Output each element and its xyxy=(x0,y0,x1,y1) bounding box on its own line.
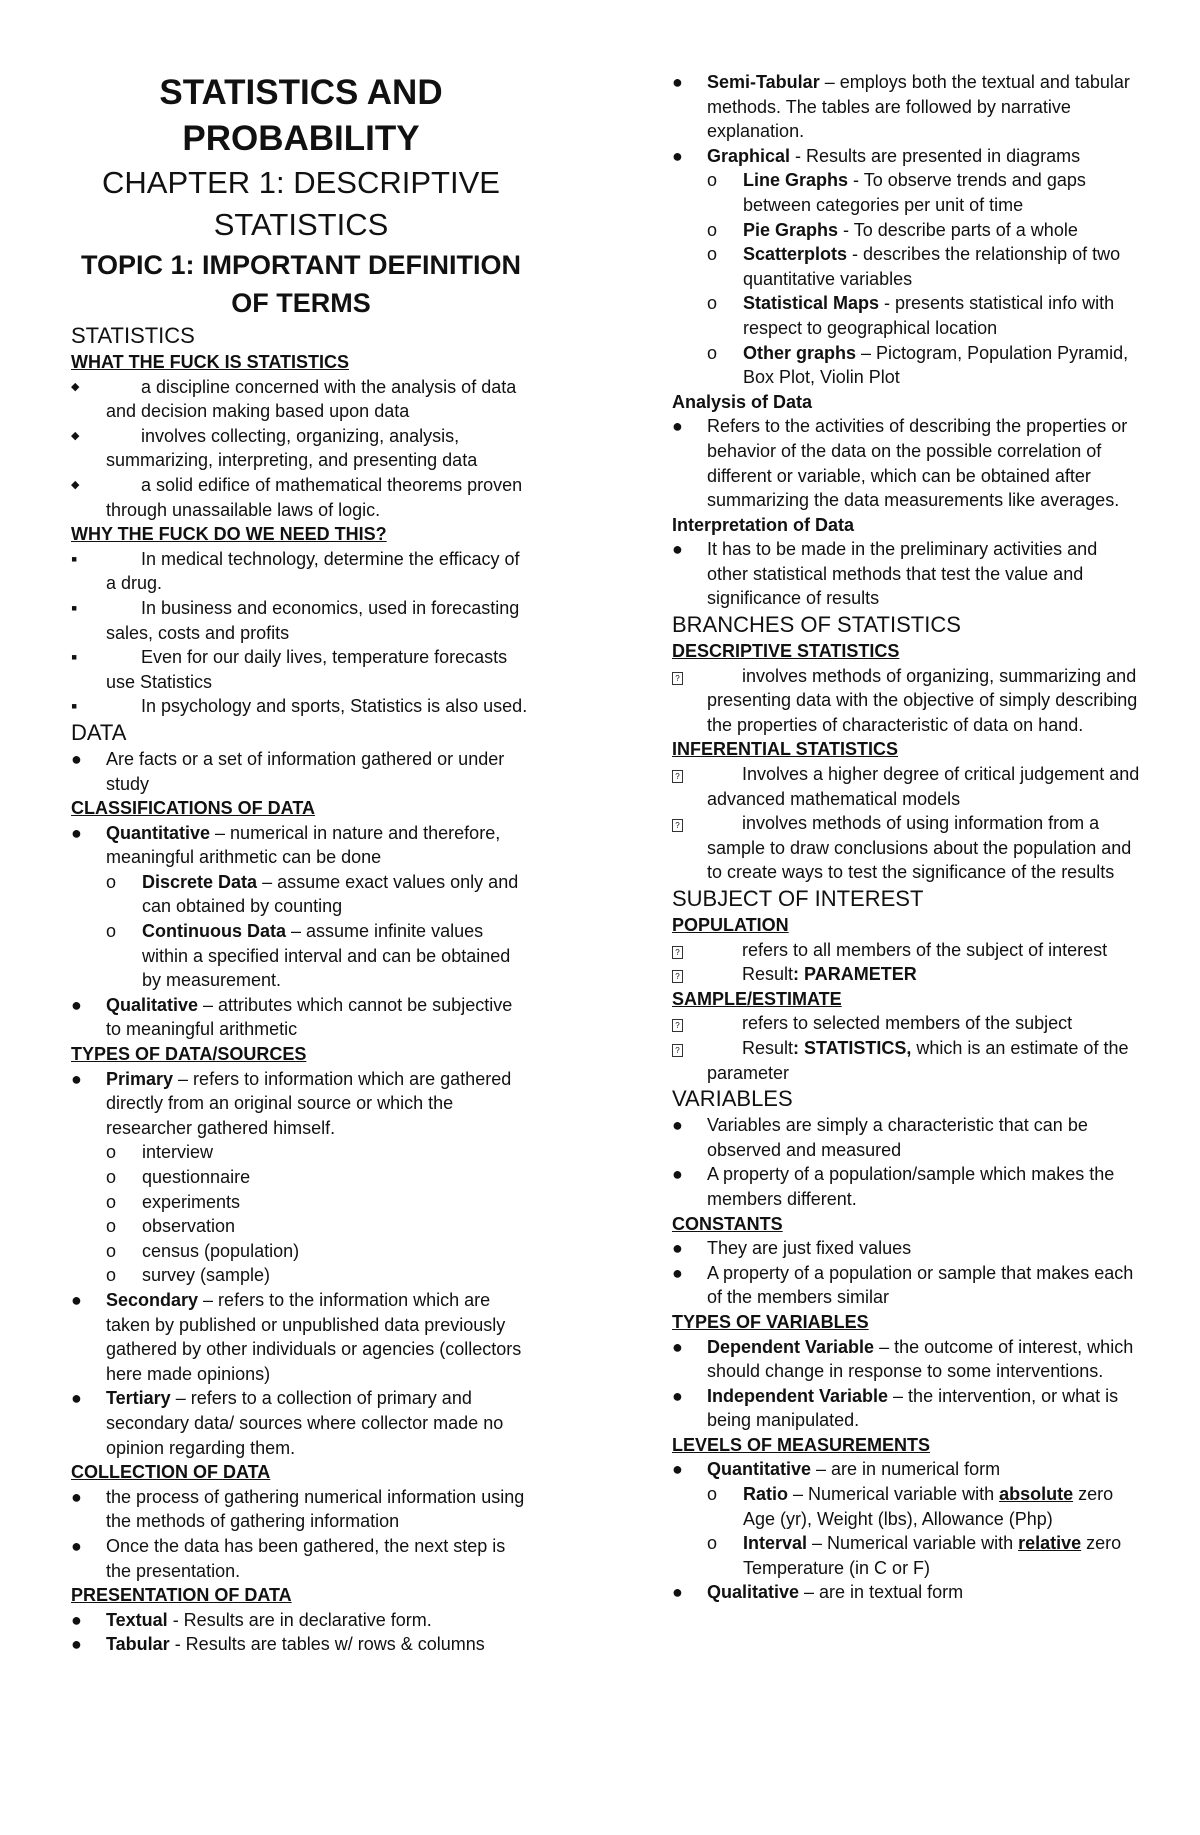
list-item: ? involves methods of organizing, summarizing and presenting data with the objective of simply describing the properties of characteristic of data on hand. xyxy=(672,664,1142,738)
list-item: ? involves methods of using information from a sample to draw conclusions about the population and to create ways to test the significance of the results xyxy=(672,811,1142,885)
levels-sublist xyxy=(707,1482,1142,1580)
variables-heading: VARIABLES xyxy=(672,1086,793,1112)
diamond-bullet-icon: ◆ xyxy=(71,380,80,393)
classifications-heading: CLASSIFICATIONS OF DATA xyxy=(71,798,315,819)
data-heading: DATA xyxy=(71,719,127,745)
descriptive-list xyxy=(672,664,1142,738)
box-bullet-icon: ? xyxy=(672,962,707,987)
bullet-icon: ▪ xyxy=(71,548,78,569)
qualitative-level-list xyxy=(672,1580,1142,1605)
bullet-icon: ▪ xyxy=(71,696,78,717)
list-item: ● Once the data has been gathered, the next step is the presentation. xyxy=(71,1535,506,1581)
types-of-variables-list xyxy=(672,1335,1142,1433)
list-item: o Scatterplots - describes the relationship of two quantitative variables xyxy=(707,244,1121,289)
diamond-bullet-icon: ◆ xyxy=(71,429,80,442)
constants-heading: CONSTANTS xyxy=(672,1213,783,1234)
list-item: o Interval – Numerical variable with relative zero Temperature (in C or F) xyxy=(707,1533,1122,1578)
list-item: ● Qualitative – attributes which cannot be subjective to meaningful arithmetic xyxy=(71,994,513,1040)
left-column xyxy=(71,70,531,1657)
list-item: ▪ In business and economics, used in forecasting sales, costs and profits xyxy=(71,597,520,643)
what-is-statistics-heading: WHAT THE FUCK IS STATISTICS xyxy=(71,352,349,372)
primary-sublist xyxy=(106,1140,531,1288)
list-item: o interview xyxy=(106,1140,531,1165)
types-of-data-list xyxy=(71,1067,531,1141)
graphs-sublist xyxy=(707,168,1142,389)
list-item: ● Textual - Results are in declarative form. xyxy=(71,1608,531,1633)
list-item: ● Primary – refers to information which are gathered directly from an original source or which the researcher gathered himself. xyxy=(71,1068,512,1138)
list-item: ● Variables are simply a characteristic that can be observed and measured xyxy=(672,1115,1088,1160)
bullet-icon: ● xyxy=(71,1486,82,1507)
topic-title: TOPIC 1: IMPORTANT DEFINITION OF TERMS xyxy=(80,250,521,318)
circle-bullet-icon: o xyxy=(106,921,117,942)
list-item: ● Dependent Variable – the outcome of interest, which should change in response to some interventions. xyxy=(672,1336,1134,1382)
list-item: o Continuous Data – assume infinite values within a specified interval and can be obtained by measurement. xyxy=(106,921,511,991)
inferential-list xyxy=(672,762,1142,885)
list-item: ◆ involves collecting, organizing, analysis, summarizing, interpreting, and presenting data xyxy=(71,425,478,471)
list-item: ● Secondary – refers to the information which are taken by published or unpublished data previously gathered by other individuals or agencies (collectors here made opinions) xyxy=(71,1289,522,1384)
circle-bullet-icon: o xyxy=(707,342,718,363)
presentation-list-continued xyxy=(672,70,1142,168)
analysis-heading: Analysis of Data xyxy=(672,391,813,412)
box-bullet-icon: ? xyxy=(672,1036,707,1061)
list-item: ◆ a discipline concerned with the analysis of data and decision making based upon data xyxy=(71,376,517,422)
box-bullet-icon: ? xyxy=(672,664,707,689)
sample-list xyxy=(672,1011,1142,1085)
circle-bullet-icon: o xyxy=(707,293,718,314)
population-heading: POPULATION xyxy=(672,915,789,935)
list-item: ● Quantitative – numerical in nature and therefore, meaningful arithmetic can be done xyxy=(71,822,501,868)
list-item: ? Result: STATISTICS, which is an estimate of the parameter xyxy=(672,1036,1142,1085)
bullet-icon: ● xyxy=(71,1634,82,1655)
inferential-heading: INFERENTIAL STATISTICS xyxy=(672,739,899,760)
bullet-icon: ● xyxy=(71,822,82,843)
bullet-icon: ● xyxy=(71,1609,82,1630)
circle-bullet-icon: o xyxy=(707,1533,718,1554)
list-item: ● A property of a population or sample that makes each of the members similar xyxy=(672,1262,1134,1308)
bullet-icon: ● xyxy=(672,1336,683,1357)
list-item: ● Tabular - Results are tables w/ rows & columns xyxy=(71,1632,531,1657)
circle-bullet-icon: o xyxy=(106,1265,117,1286)
bullet-icon: ● xyxy=(672,1582,683,1603)
bullet-icon: ● xyxy=(71,1289,82,1310)
bullet-icon: ● xyxy=(672,145,683,166)
list-item: ● It has to be made in the preliminary activities and other statistical methods that test the value and significance of results xyxy=(672,539,1098,609)
circle-bullet-icon: o xyxy=(707,244,718,265)
circle-bullet-icon: o xyxy=(106,1191,117,1212)
interpretation-list xyxy=(672,537,1142,611)
bullet-icon: ● xyxy=(71,1388,82,1409)
circle-bullet-icon: o xyxy=(106,1167,117,1187)
variables-list xyxy=(672,1113,1142,1211)
list-item: ● They are just fixed values xyxy=(672,1236,1142,1261)
bullet-icon: ● xyxy=(672,1238,683,1259)
collection-heading: COLLECTION OF DATA xyxy=(71,1462,271,1483)
bullet-icon: ● xyxy=(672,1459,683,1480)
population-list xyxy=(672,938,1142,987)
bullet-icon: ● xyxy=(672,416,683,437)
interpretation-heading: Interpretation of Data xyxy=(672,514,855,535)
branches-heading: BRANCHES OF STATISTICS xyxy=(672,612,961,638)
statistics-heading: STATISTICS xyxy=(71,323,195,348)
classifications-list xyxy=(71,821,531,870)
circle-bullet-icon: o xyxy=(106,1216,117,1237)
list-item: ● Semi-Tabular – employs both the textual and tabular methods. The tables are followed by narrative explanation. xyxy=(672,72,1130,142)
levels-list xyxy=(672,1457,1142,1482)
list-item: ● Graphical - Results are presented in diagrams xyxy=(672,144,1142,169)
bullet-icon: ● xyxy=(71,748,82,769)
bullet-icon: ● xyxy=(71,994,82,1015)
list-item: o Line Graphs - To observe trends and gaps between categories per unit of time xyxy=(707,170,1086,215)
list-item: ? Result: PARAMETER xyxy=(672,962,1142,987)
bullet-icon: ▪ xyxy=(71,597,78,618)
presentation-list xyxy=(71,1608,531,1657)
list-item: ● Refers to the activities of describing the properties or behavior of the data on the possible correlation of different or variable, which can be obtained after summarizing the data measurements like averages. xyxy=(672,416,1128,511)
bullet-icon: ▪ xyxy=(71,647,78,668)
list-item: o survey (sample) xyxy=(106,1263,531,1288)
descriptive-heading: DESCRIPTIVE STATISTICS xyxy=(672,641,900,662)
why-statistics-heading: WHY THE FUCK DO WE NEED THIS? xyxy=(71,524,387,545)
list-item: ? refers to selected members of the subject xyxy=(672,1011,1142,1036)
list-item: o Statistical Maps - presents statistical info with respect to geographical location xyxy=(707,293,1115,338)
box-bullet-icon: ? xyxy=(672,762,707,787)
types-of-data-heading: TYPES OF DATA/SOURCES xyxy=(71,1044,307,1065)
diamond-bullet-icon: ◆ xyxy=(71,478,80,491)
list-item: ▪ In psychology and sports, Statistics is also used. xyxy=(71,694,531,719)
list-item: o Ratio – Numerical variable with absolute zero Age (yr), Weight (lbs), Allowance (Php) xyxy=(707,1484,1114,1529)
list-item: ▪ Even for our daily lives, temperature forecasts use Statistics xyxy=(71,647,508,692)
collection-list xyxy=(71,1485,531,1583)
circle-bullet-icon: o xyxy=(707,1484,718,1505)
right-column xyxy=(672,70,1142,1605)
chapter-title: CHAPTER 1: DESCRIPTIVE STATISTICS xyxy=(102,165,500,242)
bullet-icon: ● xyxy=(672,1164,683,1185)
secondary-tertiary-list xyxy=(71,1288,531,1460)
list-item: o Discrete Data – assume exact values only and can obtained by counting xyxy=(106,871,519,917)
circle-bullet-icon: o xyxy=(707,170,718,191)
list-item: ● Qualitative – are in textual form xyxy=(672,1580,1142,1605)
list-item: ● Are facts or a set of information gathered or under study xyxy=(71,748,505,794)
bullet-icon: ● xyxy=(71,1535,82,1556)
bullet-icon: ● xyxy=(672,1262,683,1283)
list-item: o Pie Graphs - To describe parts of a whole xyxy=(707,218,1142,243)
what-is-statistics-list xyxy=(71,375,531,523)
types-of-variables-heading: TYPES OF VARIABLES xyxy=(672,1311,869,1332)
presentation-heading: PRESENTATION OF DATA xyxy=(71,1585,292,1606)
qualitative-list xyxy=(71,993,531,1042)
list-item: o experiments xyxy=(106,1190,531,1215)
document-title: STATISTICS AND PROBABILITY xyxy=(159,73,443,158)
list-item: o questionnaire xyxy=(106,1165,531,1190)
levels-heading: LEVELS OF MEASUREMENTS xyxy=(672,1434,931,1455)
bullet-icon: ● xyxy=(672,1385,683,1406)
list-item: ● Independent Variable – the intervention, or what is being manipulated. xyxy=(672,1385,1119,1431)
list-item: o Other graphs – Pictogram, Population Pyramid, Box Plot, Violin Plot xyxy=(707,342,1129,388)
list-item: ? refers to all members of the subject of interest xyxy=(672,938,1142,963)
list-item: o observation xyxy=(106,1214,531,1239)
quantitative-sublist xyxy=(106,870,531,993)
circle-bullet-icon: o xyxy=(106,1240,117,1261)
data-list xyxy=(71,747,531,796)
circle-bullet-icon: o xyxy=(106,871,117,892)
bullet-icon: ● xyxy=(672,72,683,92)
list-item: ● Tertiary – refers to a collection of primary and secondary data/ sources where collector made no opinion regarding them. xyxy=(71,1388,504,1458)
bullet-icon: ● xyxy=(672,539,683,560)
bullet-icon: ● xyxy=(672,1115,683,1136)
list-item: ? Involves a higher degree of critical judgement and advanced mathematical models xyxy=(672,762,1142,811)
list-item: ● the process of gathering numerical information using the methods of gathering information xyxy=(71,1486,525,1532)
subject-heading: SUBJECT OF INTEREST xyxy=(672,886,924,911)
sample-heading: SAMPLE/ESTIMATE xyxy=(672,988,842,1009)
why-statistics-list xyxy=(71,547,531,719)
circle-bullet-icon: o xyxy=(106,1142,117,1163)
list-item: ● A property of a population/sample which makes the members different. xyxy=(672,1164,1115,1209)
box-bullet-icon: ? xyxy=(672,1011,707,1036)
constants-list xyxy=(672,1236,1142,1310)
list-item: o census (population) xyxy=(106,1239,531,1264)
bullet-icon: ● xyxy=(71,1068,82,1089)
list-item: ● Quantitative – are in numerical form xyxy=(672,1457,1142,1482)
list-item: ◆ a solid edifice of mathematical theorems proven through unassailable laws of logic. xyxy=(71,474,523,520)
box-bullet-icon: ? xyxy=(672,938,707,963)
box-bullet-icon: ? xyxy=(672,811,707,836)
circle-bullet-icon: o xyxy=(707,219,718,240)
list-item: ▪ In medical technology, determine the efficacy of a drug. xyxy=(71,548,520,594)
analysis-list xyxy=(672,414,1142,512)
